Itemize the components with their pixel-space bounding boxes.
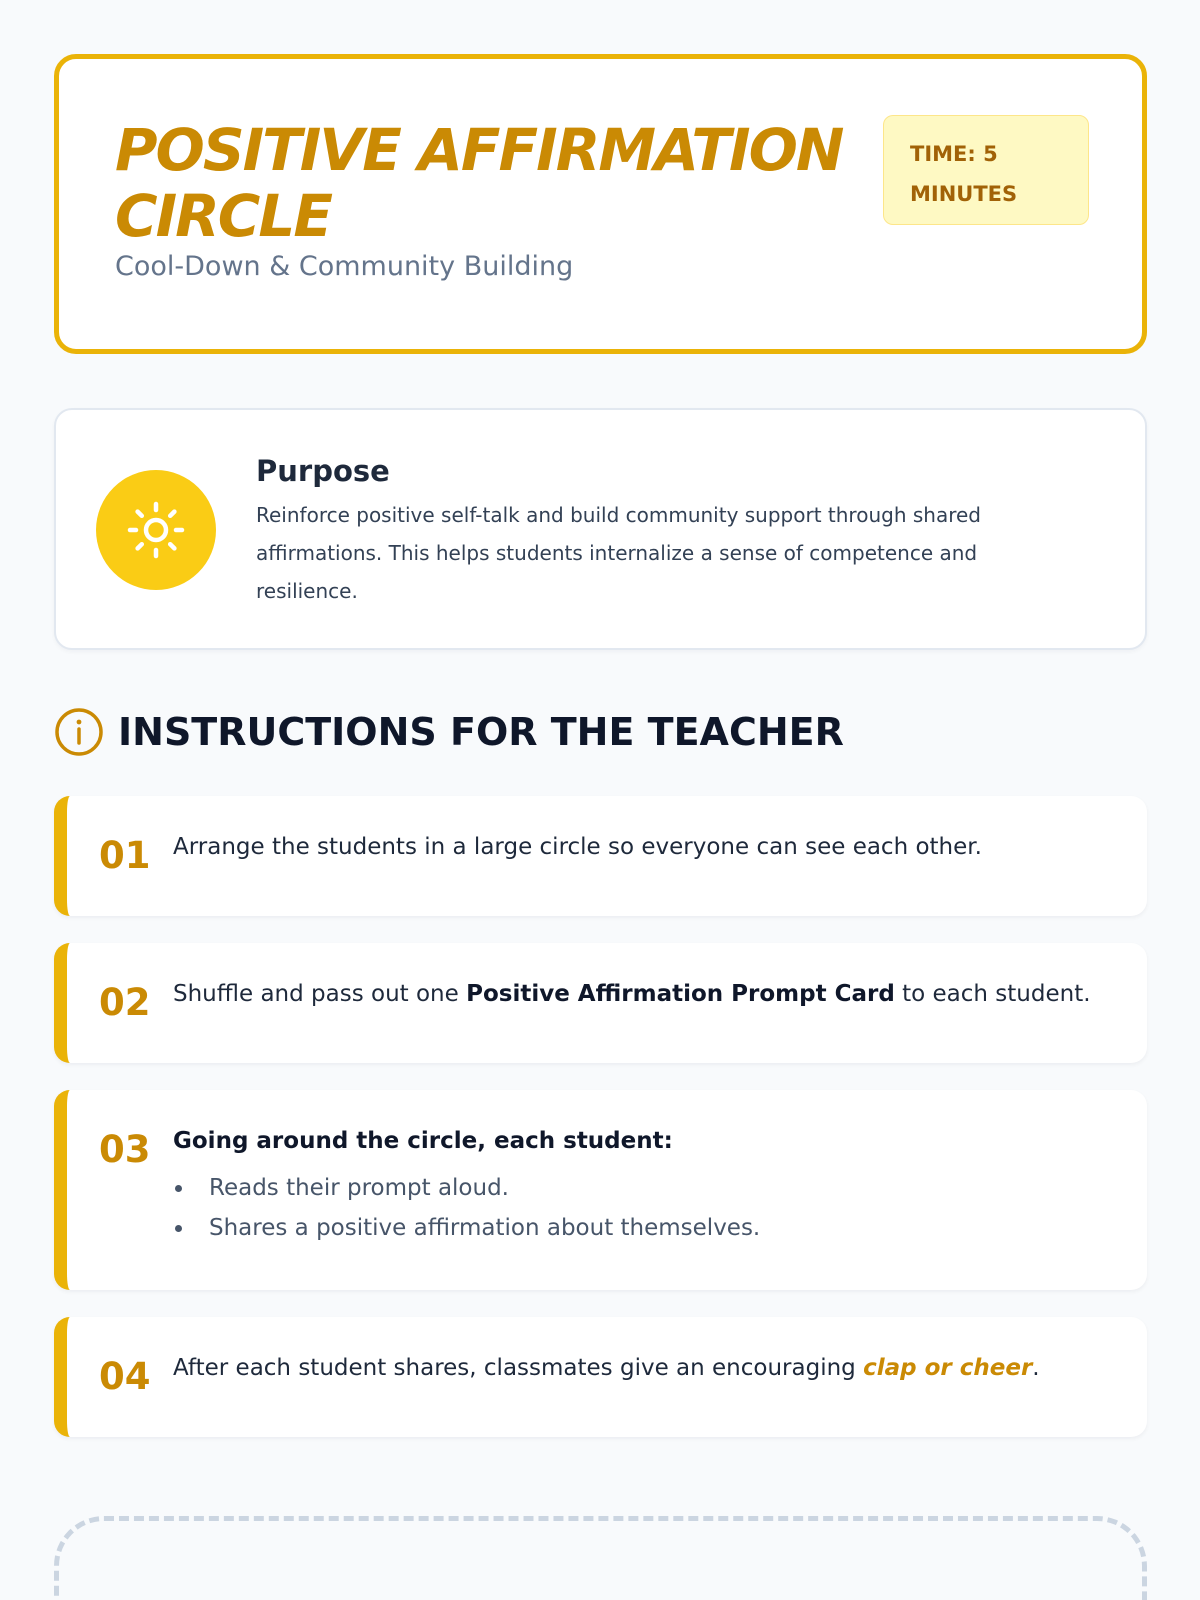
- list-item: Shares a positive affirmation about themselves.: [173, 1208, 760, 1248]
- step-number: 02: [99, 981, 151, 1024]
- purpose-body: Reinforce positive self-talk and build community support through shared affirmations. This helps students internalize a sense of competence and resilience.: [256, 503, 981, 603]
- step-sub-list: [173, 1168, 760, 1248]
- dashed-box: [54, 1516, 1147, 1600]
- step-card: [54, 796, 1147, 916]
- purpose-text: [256, 454, 1056, 610]
- step-text-after: .: [1032, 1355, 1040, 1381]
- step-text-after: to each student.: [894, 981, 1091, 1007]
- list-item: Reads their prompt aloud.: [173, 1168, 760, 1208]
- purpose-card: [54, 408, 1147, 650]
- step-card: [54, 943, 1147, 1063]
- step-text: [173, 1351, 1040, 1385]
- page-subtitle: Cool-Down & Community Building: [115, 251, 574, 282]
- sun-icon: [96, 470, 216, 590]
- instructions-heading: [54, 702, 1146, 762]
- step-text-before: Shuffle and pass out one: [173, 981, 467, 1007]
- step-card: [54, 1317, 1147, 1437]
- step-text-before: After each student shares, classmates give an encouraging: [173, 1355, 864, 1381]
- step-card: [54, 1090, 1147, 1290]
- header-card: [54, 54, 1147, 354]
- page-title: POSITIVE AFFIRMATION CIRCLE: [115, 116, 843, 250]
- prompt-card-name: Positive Affirmation Prompt Card: [466, 981, 895, 1007]
- purpose-title: Purpose: [256, 454, 390, 488]
- step-text: [173, 977, 1091, 1011]
- steps-list: [54, 796, 1146, 1437]
- step-lead: Going around the circle, each student:: [173, 1128, 673, 1154]
- time-badge: TIME: 5 MINUTES: [883, 115, 1089, 225]
- step-number: 03: [99, 1128, 151, 1171]
- section-title: INSTRUCTIONS FOR THE TEACHER: [118, 710, 844, 754]
- step-number: 04: [99, 1355, 151, 1398]
- step-text: Arrange the students in a large circle so everyone can see each other.: [173, 834, 982, 860]
- step-accent: clap or cheer: [863, 1355, 1033, 1381]
- info-icon: [54, 707, 104, 757]
- step-number: 01: [99, 834, 151, 877]
- step-text: [173, 1124, 760, 1248]
